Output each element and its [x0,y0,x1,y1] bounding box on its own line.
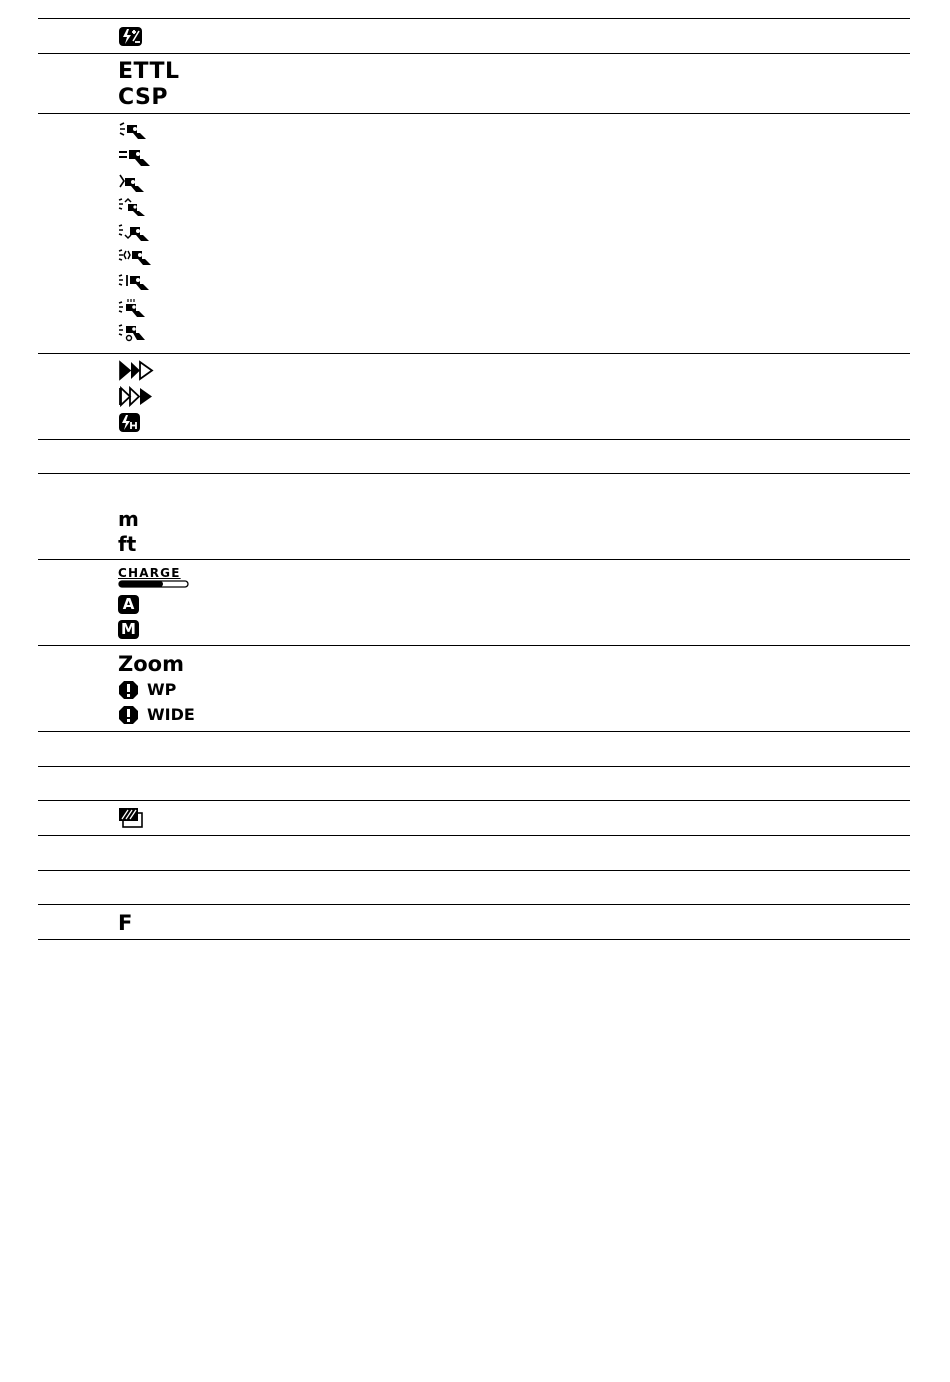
table-row [38,732,910,767]
table-row [38,646,910,732]
warning-icon [118,680,139,700]
bounce-narrow-icon [118,272,152,294]
feet-label: ft [118,532,137,556]
bounce-down-icon [118,222,152,244]
bounce-wide-icon [118,247,152,269]
table-row [38,19,910,54]
table-row [38,54,910,114]
table-row [38,871,910,905]
charge-bar-icon [118,580,190,588]
wp-label: WP [147,680,177,699]
rear-curtain-sync-icon [118,386,156,408]
bounce-up-left-icon [118,196,150,218]
table-row [38,474,910,560]
auto-mode-label: A [118,595,139,614]
ettl-label: ETTL [118,59,180,84]
wide-label: WIDE [147,705,195,724]
manual-mode-label: M [118,620,139,639]
wireless-flash-icon [118,807,144,829]
bounce-normal-icon [118,120,152,142]
table-row [38,560,910,646]
manual-mode-badge [118,618,139,640]
front-curtain-sync-icon [118,360,156,382]
charge-indicator [118,566,190,590]
csp-label: CSP [118,85,169,110]
wide-warning [118,704,195,726]
meters-label: m [118,507,139,531]
bounce-low-icon [118,322,150,344]
table-row [38,114,910,354]
table-row [38,905,910,940]
bounce-high-icon [118,297,150,319]
auto-mode-badge [118,593,139,615]
table-row [38,354,910,440]
flash-exposure-compensation-icon [118,26,144,48]
bounce-tele-icon [118,146,156,168]
high-speed-sync-icon [118,412,142,434]
wp-warning [118,679,176,701]
zoom-label: Zoom [118,652,184,676]
f-number-label: F [118,911,133,935]
symbol-table [38,18,910,940]
warning-icon [118,705,139,725]
table-row [38,440,910,474]
table-row [38,801,910,836]
table-row [38,836,910,871]
bounce-up-icon [118,172,148,194]
table-row [38,767,910,801]
charge-label: CHARGE [118,566,181,580]
